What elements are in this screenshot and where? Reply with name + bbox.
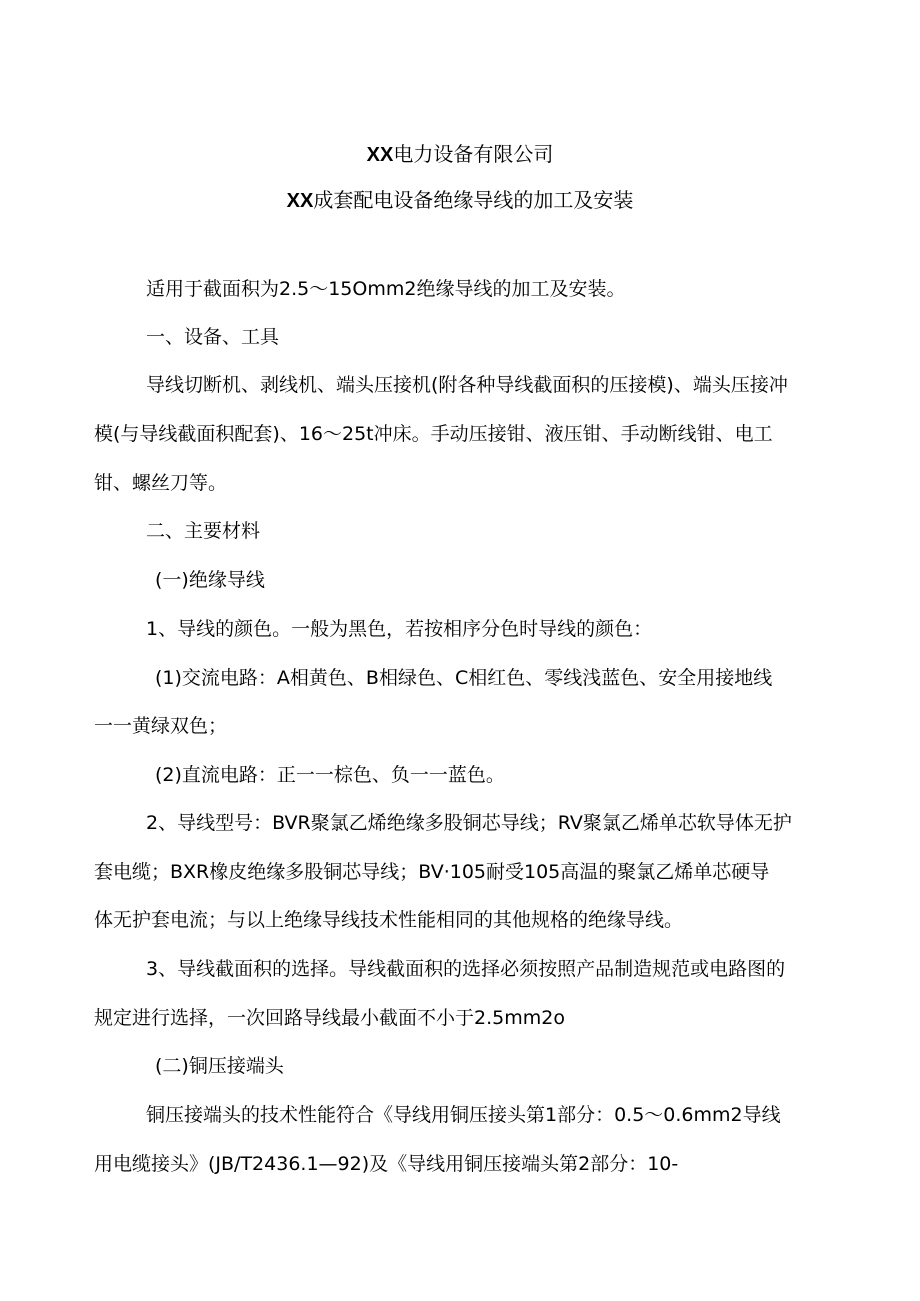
- document-title-prefix: XX: [286, 190, 314, 212]
- scope-paragraph: 适用于截面积为2.5～15Omm2绝缘导线的加工及安装。: [146, 278, 626, 300]
- wire-color-paragraph: 1、导线的颜色。一般为黑色，若按相序分色时导线的颜色：: [146, 618, 653, 640]
- document-title-text: 成套配电设备绝缘导线的加工及安装: [313, 188, 634, 212]
- equipment-paragraph-line: 模(与导线截面积配套)、16～25t冲床。手动压接钳、液压钳、手动断线钳、电工: [94, 423, 773, 445]
- section-heading-materials: 二、主要材料: [146, 520, 261, 542]
- equipment-paragraph-line: 钳、螺丝刀等。: [94, 472, 228, 494]
- company-name-prefix: XX: [366, 144, 394, 166]
- wire-model-paragraph-line: 2、导线型号：BVR聚氯乙烯绝缘多股铜芯导线；RV聚氯乙烯单芯软导体无护: [146, 812, 792, 834]
- company-name-text: 电力设备有限公司: [393, 142, 554, 166]
- cross-section-paragraph-line: 3、导线截面积的选择。导线截面积的选择必须按照产品制造规范或电路图的: [146, 958, 786, 980]
- ac-circuit-line: (1)交流电路：A相黄色、B相绿色、C相红色、零线浅蓝色、安全用接地线: [155, 667, 773, 689]
- wire-model-paragraph-line: 套电缆；BXR橡皮绝缘多股铜芯导线；BV·105耐受105高温的聚氯乙烯单芯硬导: [94, 861, 770, 883]
- section-heading-equipment: 一、设备、工具: [146, 326, 280, 348]
- ac-circuit-line: 一一黄绿双色；: [94, 715, 228, 737]
- wire-model-paragraph-line: 体无护套电流；与以上绝缘导线技术性能相同的其他规格的绝缘导线。: [94, 909, 684, 931]
- cross-section-paragraph-line: 规定进行选择，一次回路导线最小截面不小于2.5mm2o: [94, 1007, 565, 1029]
- copper-terminal-paragraph-line: 用电缆接头》(JB/T2436.1—92)及《导线用铜压接端头第2部分：10-: [94, 1153, 679, 1175]
- dc-circuit-line: (2)直流电路：正一一棕色、负一一蓝色。: [155, 764, 505, 786]
- subsection-heading-insulated-wire: (一)绝缘导线: [155, 569, 265, 591]
- equipment-paragraph-line: 导线切断机、剥线机、端头压接机(附各种导线截面积的压接模)、端头压接冲: [146, 374, 788, 396]
- company-name: [0, 139, 920, 170]
- subsection-heading-copper-terminal: (二)铜压接端头: [155, 1055, 284, 1077]
- document-title: [0, 185, 920, 216]
- copper-terminal-paragraph-line: 铜压接端头的技术性能符合《导线用铜压接头第1部分：0.5～0.6mm2导线: [146, 1104, 781, 1126]
